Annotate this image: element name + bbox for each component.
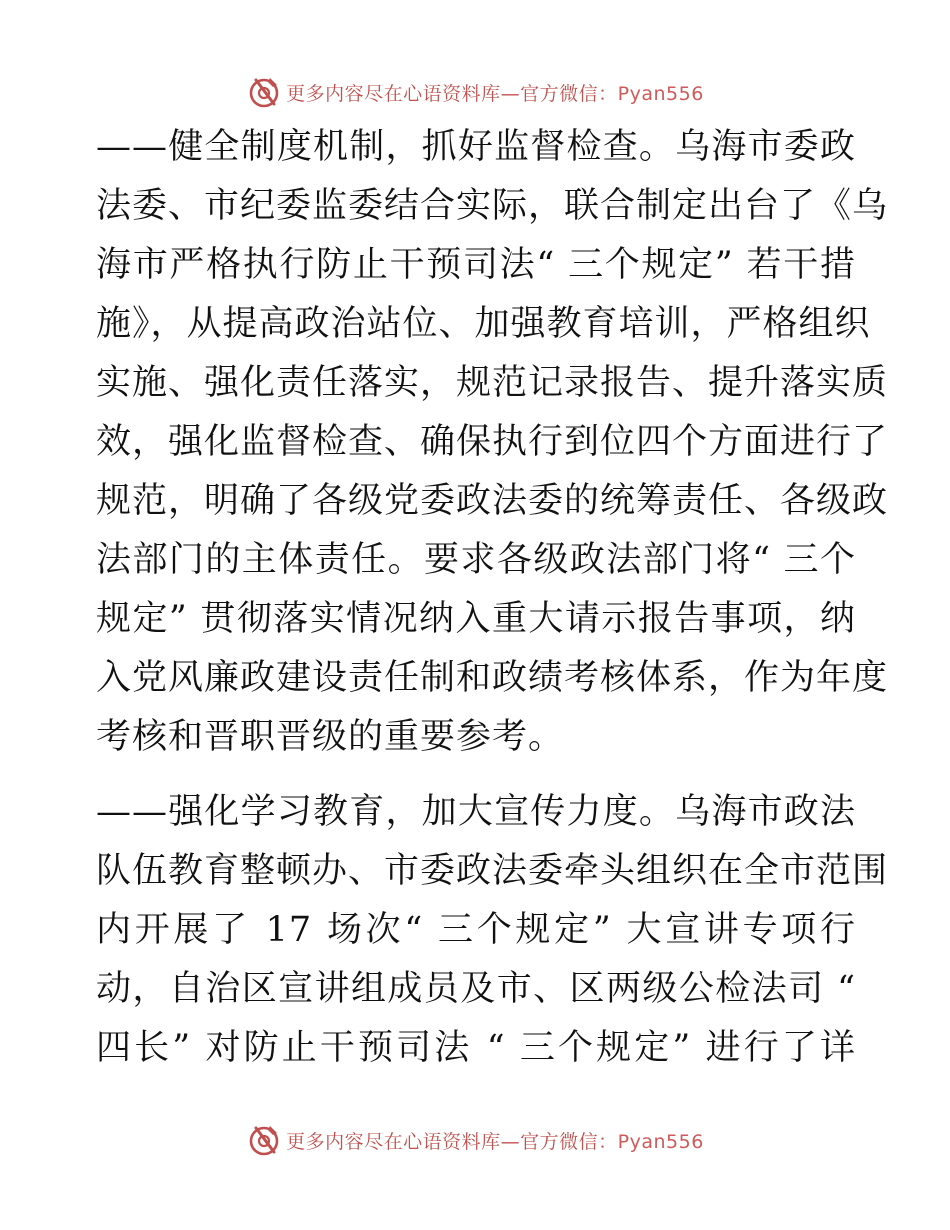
watermark-main-text: 更多内容尽在心语资料库—官方微信： <box>286 82 618 105</box>
watermark-wechat-id: Pyan556 <box>617 82 704 105</box>
text-line: 内开展了 17 场次“ 三个规定” 大宣讲专项行 <box>96 910 856 950</box>
text-line: 规范，明确了各级党委政法委的统筹责任、各级政 <box>96 481 889 521</box>
text-line: 施》，从提高政治站位、加强教育培训，严格组织 <box>96 304 871 344</box>
footer-watermark <box>0 1120 950 1160</box>
watermark-text <box>286 79 704 106</box>
text-line: 规定” 贯彻落实情况纳入重大请示报告事项，纳 <box>96 599 856 639</box>
text-line: 实施、强化责任落实，规范记录报告、提升落实质 <box>96 363 889 403</box>
text-line: ——强化学习教育，加大宣传力度。乌海市政法 <box>96 792 856 832</box>
paragraph-1 <box>96 118 889 767</box>
text-line: 考核和晋职晋级的重要参考。 <box>96 717 565 757</box>
logo-icon <box>246 74 282 110</box>
text-line: 动，自治区宣讲组成员及市、区两级公检法司 “ <box>96 969 856 1009</box>
text-line: 海市严格执行防止干预司法“ 三个规定” 若干措 <box>96 245 856 285</box>
watermark-wechat-id: Pyan556 <box>617 1130 704 1153</box>
text-line: ——健全制度机制，抓好监督检查。乌海市委政 <box>96 127 856 167</box>
text-line: 法委、市纪委监委结合实际，联合制定出台了《乌 <box>96 186 889 226</box>
text-line: 效，强化监督检查、确保执行到位四个方面进行了 <box>96 422 889 462</box>
document-body <box>96 118 889 1078</box>
text-line: 队伍教育整顿办、市委政法委牵头组织在全市范围 <box>96 851 889 891</box>
text-line: 法部门的主体责任。要求各级政法部门将“ 三个 <box>96 540 856 580</box>
text-line: 四长” 对防止干预司法 “ 三个规定” 进行了详 <box>96 1028 856 1068</box>
watermark-text <box>286 1127 704 1154</box>
logo-icon <box>246 1122 282 1158</box>
header-watermark <box>0 72 950 112</box>
paragraph-2 <box>96 783 889 1078</box>
text-line: 入党风廉政建设责任制和政绩考核体系，作为年度 <box>96 658 889 698</box>
watermark-main-text: 更多内容尽在心语资料库—官方微信： <box>286 1130 618 1153</box>
